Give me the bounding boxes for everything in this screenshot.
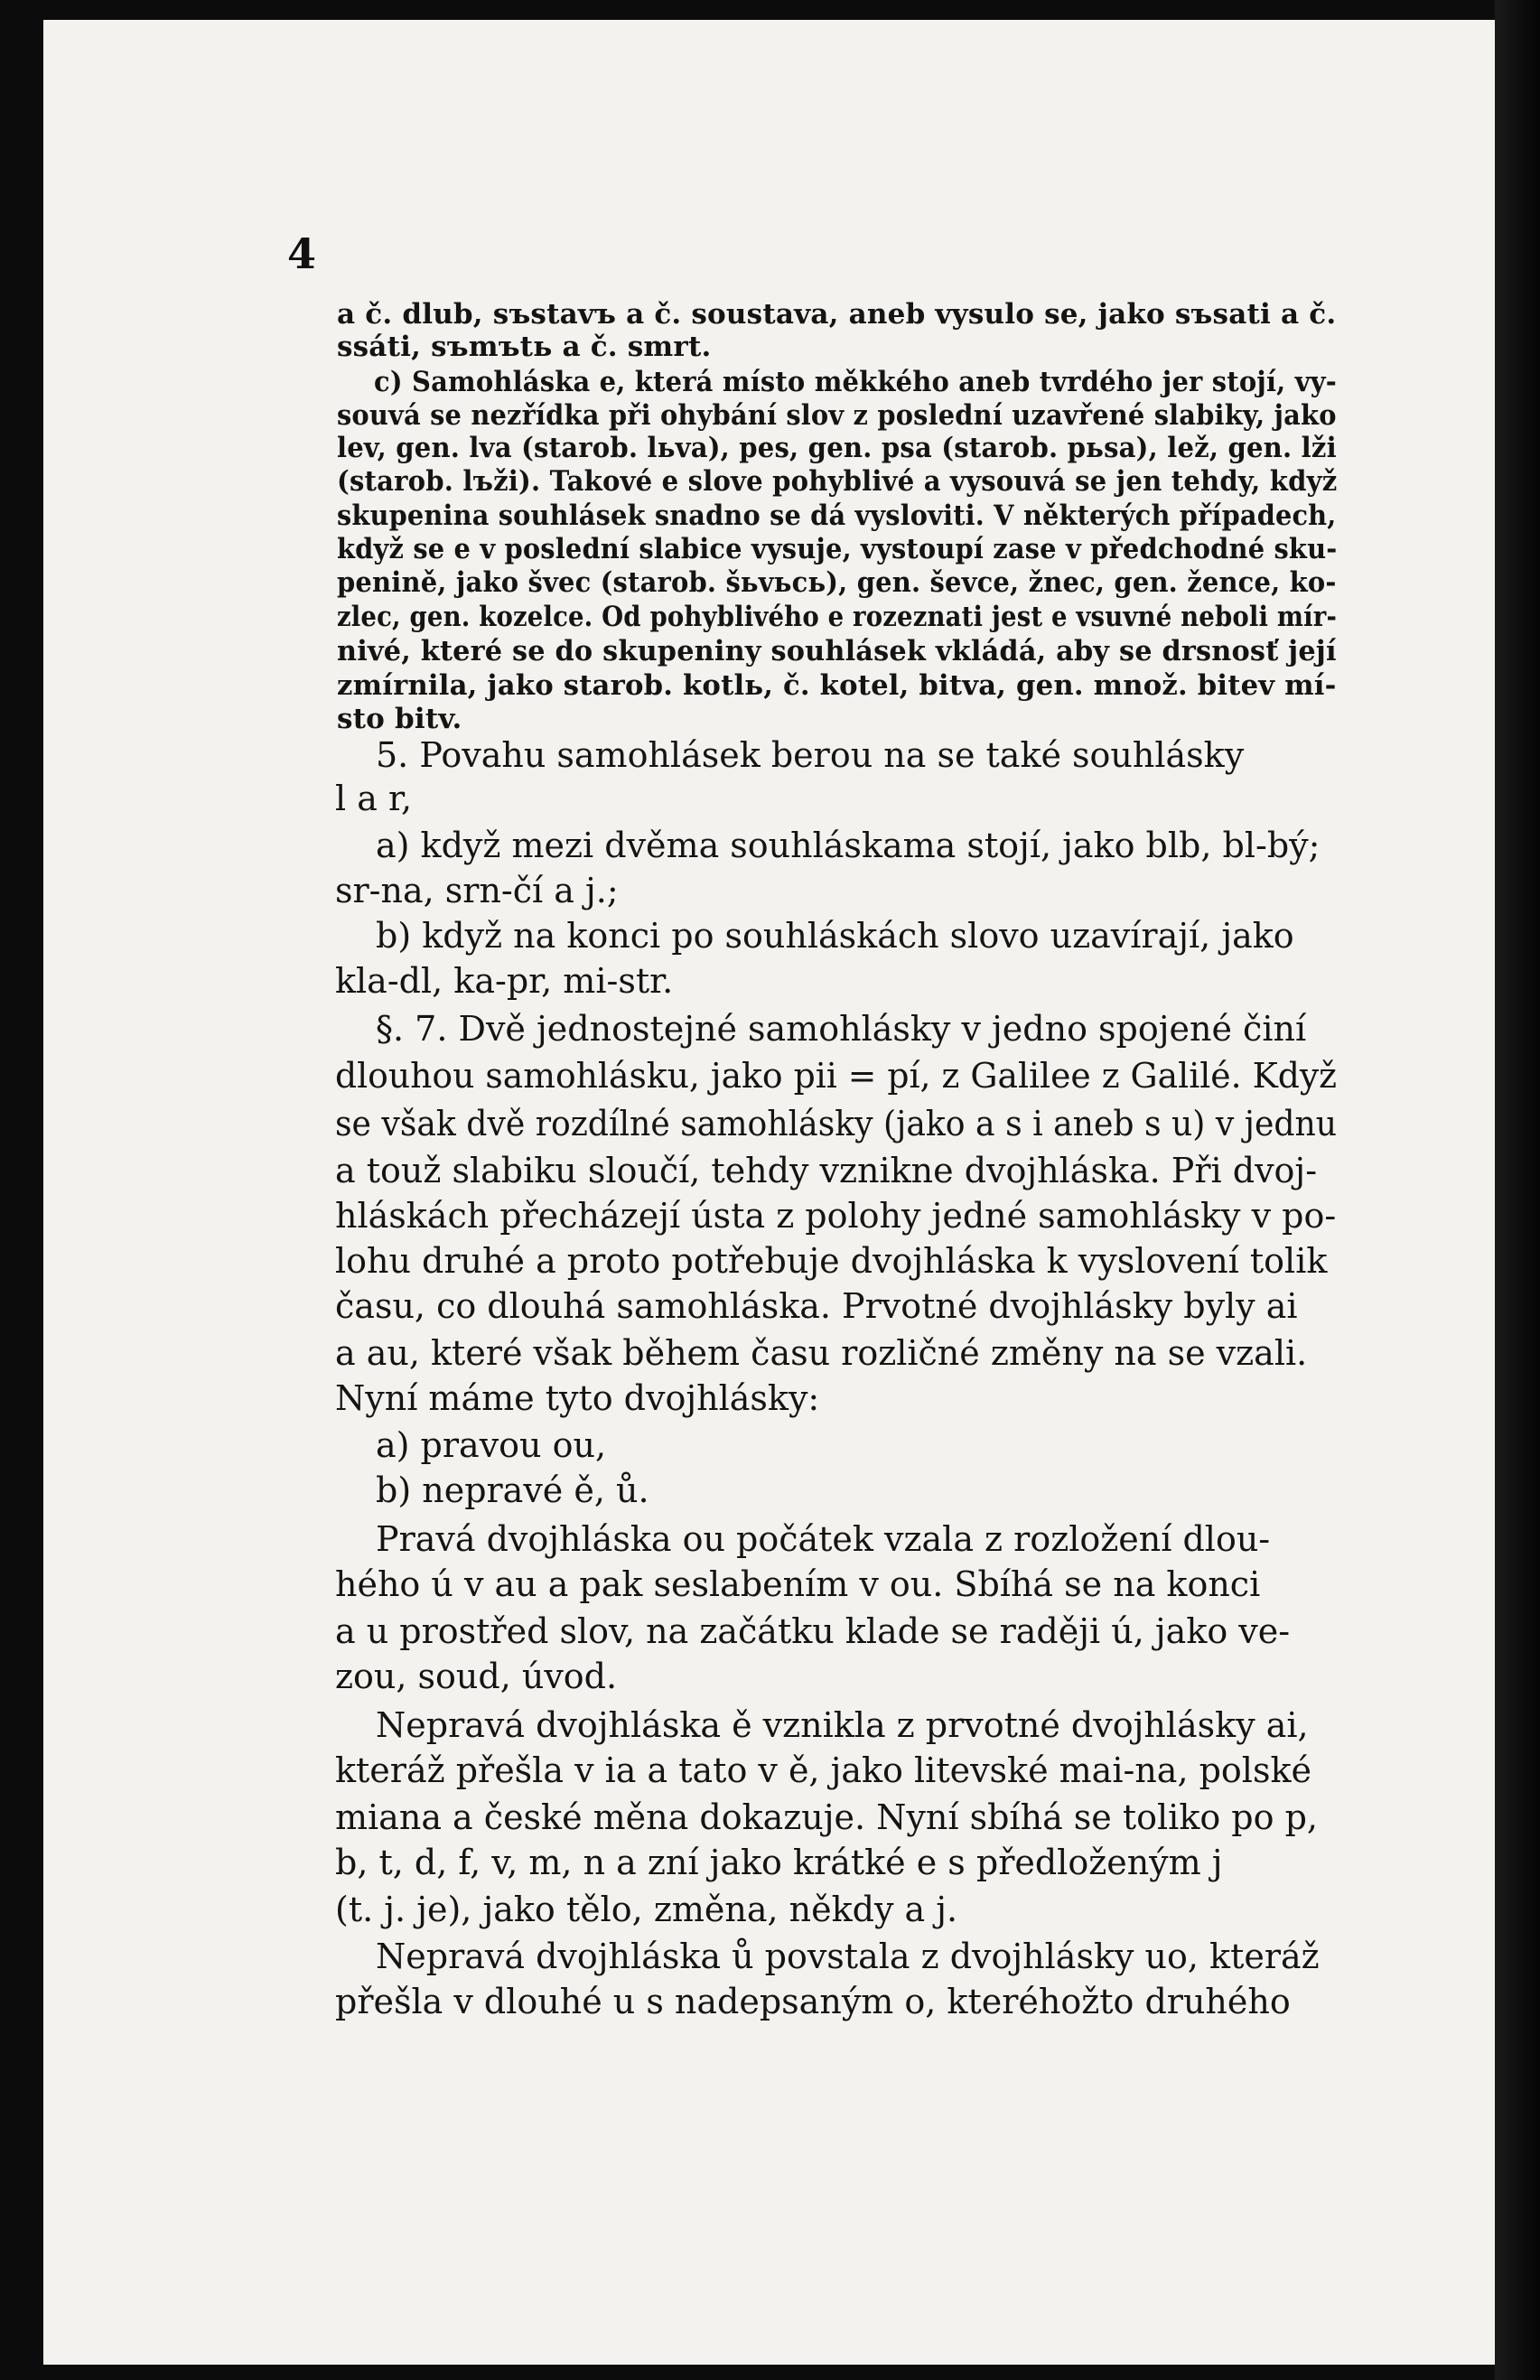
text-line: (starob. lъži). Takové e slove pohyblivé a vysouvá se jen tehdy, když: [337, 465, 1338, 498]
text-line: c) Samohláska e, která místo měkkého aneb tvrdého jer stojí, vy-: [374, 366, 1337, 398]
text-line: a) když mezi dvěma souhláskama stojí, jako blb, bl-bý;: [376, 826, 1321, 865]
text-line: přešla v dlouhé u s nadepsaným o, kteréhožto druhého: [335, 1982, 1291, 2021]
text-line: a) pravou ou,: [376, 1425, 607, 1465]
text-line: se však dvě rozdílné samohlásky (jako a s i aneb s u) v jednu: [335, 1104, 1338, 1143]
text-line: Nepravá dvojhláska ů povstala z dvojhlásky uo, kteráž: [376, 1937, 1320, 1976]
text-line: zmírnila, jako starob. kotlь, č. kotel, bitva, gen. množ. bitev mí-: [337, 669, 1337, 702]
text-line: a u prostřed slov, na začátku klade se raději ú, jako ve-: [335, 1611, 1291, 1651]
text-line: sto bitv.: [337, 703, 462, 735]
text-line: lohu druhé a proto potřebuje dvojhláska k vyslovení tolik: [335, 1241, 1328, 1281]
text-line: hláskách přecházejí ústa z polohy jedné samohlásky v po-: [335, 1196, 1337, 1236]
text-line: souvá se nezřídka při ohybání slov z poslední uzavřené slabiky, jako: [337, 399, 1337, 432]
page-number: 4: [287, 229, 317, 278]
text-line: když se e v poslední slabice vysuje, vystoupí zase v předchodné sku-: [337, 533, 1338, 565]
text-line: Nepravá dvojhláska ě vznikla z prvotné dvojhlásky ai,: [376, 1705, 1309, 1745]
text-line: dlouhou samohlásku, jako pii = pí, z Galilee z Galilé. Když: [335, 1056, 1338, 1096]
text-line: zou, soud, úvod.: [335, 1657, 618, 1696]
text-line: miana a české měna dokazuje. Nyní sbíhá se toliko po p,: [335, 1797, 1318, 1837]
book-page: [43, 20, 1507, 2365]
text-line: lev, gen. lva (starob. lьva), pes, gen. psa (starob. pьsa), lež, gen. lži: [337, 432, 1337, 464]
text-line: času, co dlouhá samohláska. Prvotné dvojhlásky byly ai: [335, 1286, 1298, 1326]
text-line: (t. j. je), jako tělo, změna, někdy a j.: [335, 1890, 958, 1929]
text-line: a au, které však během času rozličné změny na se vzali.: [335, 1333, 1308, 1373]
text-line: b, t, d, f, v, m, n a zní jako krátké e s předloženým j: [335, 1843, 1223, 1882]
text-line: ssáti, sъmъtь a č. smrt.: [337, 331, 712, 363]
text-line: §. 7. Dvě jednostejné samohlásky v jedno spojené činí: [376, 1009, 1307, 1049]
text-line: 5. Povahu samohlásek berou na se také souhlásky: [376, 735, 1245, 775]
text-line: sr-na, srn-čí a j.;: [335, 871, 619, 910]
text-line: Nyní máme tyto dvojhlásky:: [335, 1378, 820, 1418]
text-line: skupenina souhlásek snadno se dá vysloviti. V některých případech,: [337, 499, 1337, 532]
text-line: kteráž přešla v ia a tato v ě, jako litevské mai-na, polské: [335, 1750, 1311, 1790]
text-line: a č. dlub, sъstavъ a č. soustava, aneb vysulo se, jako sъsati a č.: [337, 298, 1337, 331]
text-line: Pravá dvojhláska ou počátek vzala z rozložení dlou-: [376, 1519, 1271, 1559]
text-line: hého ú v au a pak seslabením v ou. Sbíhá se na konci: [335, 1564, 1261, 1604]
book-spine-shadow: [1495, 0, 1540, 2380]
text-line: b) když na konci po souhláskách slovo uzavírají, jako: [376, 916, 1294, 956]
text-line: l a r,: [335, 779, 413, 818]
text-line: b) nepravé ě, ů.: [376, 1470, 649, 1510]
text-line: kla-dl, ka-pr, mi-str.: [335, 961, 674, 1001]
text-line: zlec, gen. kozelce. Od pohyblivého e rozeznati jest e vsuvné neboli mír-: [337, 601, 1338, 633]
text-line: a touž slabiku sloučí, tehdy vznikne dvojhláska. Při dvoj-: [335, 1151, 1318, 1190]
text-line: nivé, které se do skupeniny souhlásek vkládá, aby se drsnosť její: [337, 635, 1337, 667]
text-line: penině, jako švec (starob. šьvьcь), gen. ševce, žnec, gen. žence, ko-: [337, 566, 1337, 599]
